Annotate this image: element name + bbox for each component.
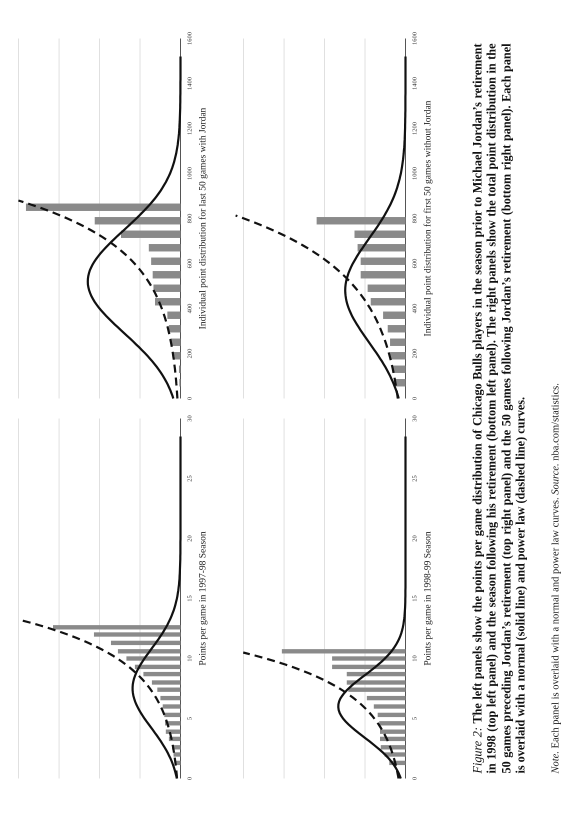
power-law-curve-line	[18, 200, 177, 398]
bar	[25, 203, 180, 210]
x-tick-label: 1200	[186, 121, 193, 135]
bar	[281, 649, 405, 653]
bar	[152, 271, 180, 278]
x-tick-label: 5	[411, 716, 418, 720]
bar	[383, 311, 405, 318]
x-tick-label: 0	[186, 776, 193, 780]
x-tick-label: 0	[411, 396, 418, 400]
bar	[380, 729, 406, 733]
x-tick-label: 30	[411, 414, 418, 422]
x-tick-label: 5	[186, 716, 193, 720]
x-tick-label: 1600	[186, 31, 193, 45]
bar	[160, 695, 180, 699]
bar	[380, 736, 406, 740]
chart-panel-1	[18, 415, 208, 780]
bar	[379, 721, 405, 725]
bar	[332, 664, 405, 668]
bar	[316, 217, 405, 224]
x-tick-label: 10	[186, 654, 193, 662]
figure-note	[550, 43, 561, 773]
x-tick-label: 20	[186, 534, 193, 542]
x-axis-title: Individual point distribution for first 50 games without Jordan	[423, 100, 433, 336]
normal-curve-line	[338, 436, 405, 778]
bar	[367, 284, 405, 291]
x-axis-title: Individual point distribution for last 50 games with Jordan	[198, 107, 208, 329]
bar	[179, 379, 180, 386]
bar	[168, 325, 180, 332]
bar	[93, 632, 180, 636]
x-tick-label: 15	[411, 594, 418, 602]
figure-label: Figure 2:	[470, 726, 484, 773]
x-tick-label: 800	[411, 213, 418, 223]
bar	[390, 338, 405, 345]
x-tick-label: 1000	[411, 166, 418, 180]
x-tick-label: 0	[186, 396, 193, 400]
bar	[165, 729, 180, 733]
bar	[373, 704, 405, 708]
power-law-curve-line	[243, 652, 398, 778]
normal-curve-line	[87, 56, 180, 398]
x-tick-label: 15	[186, 594, 193, 602]
x-tick-label: 600	[186, 258, 193, 268]
bar	[390, 352, 405, 359]
source-label: Source.	[550, 462, 561, 495]
bar	[387, 325, 405, 332]
power-law-curve-line	[235, 215, 397, 398]
bar	[151, 257, 180, 264]
bar	[346, 671, 405, 675]
bar	[53, 625, 181, 629]
bar	[178, 365, 180, 372]
x-tick-label: 25	[411, 474, 418, 482]
x-tick-label: 0	[411, 776, 418, 780]
chart-panel-3	[243, 415, 433, 780]
bar	[380, 745, 405, 749]
bar	[167, 311, 180, 318]
caption-text: The left panels show the points per game distribution of Chicago Bulls players in the season prior to Michael Jordan’s retirement in 1998 (top left panel) and the season following his retirement (bottom left panel). The right panels show the total point distribution in the 50 games preceding Jordan’s retirement (top right panel) and the 50 games following Jordan’s retirement (bottom right panel). Each panel is overlaid with a normal (solid line) and power law (dashed line) curves.	[470, 42, 527, 773]
note-label: Note.	[550, 750, 561, 773]
bar	[155, 298, 181, 305]
bar	[126, 656, 180, 660]
bar	[151, 680, 180, 684]
normal-curve-line	[345, 56, 405, 398]
chart-panel-4	[235, 32, 433, 400]
x-axis-title: Points per game in 1998-99 Season	[423, 530, 433, 666]
bar	[121, 230, 181, 237]
bar	[370, 298, 405, 305]
bar	[162, 704, 180, 708]
bar	[164, 712, 180, 716]
x-tick-label: 20	[411, 534, 418, 542]
figure-caption	[470, 43, 527, 773]
source-text: nba.com/statistics.	[550, 382, 561, 461]
chart-panel-2	[18, 32, 208, 400]
bar	[148, 244, 180, 251]
x-tick-label: 1200	[411, 121, 418, 135]
bar	[366, 695, 405, 699]
x-tick-label: 25	[186, 474, 193, 482]
bar	[110, 640, 180, 644]
x-axis-title: Points per game in 1997-98 Season	[198, 530, 208, 666]
bar	[143, 671, 180, 675]
bar	[377, 712, 405, 716]
bar	[157, 687, 180, 691]
normal-curve-line	[132, 436, 180, 778]
bar	[360, 271, 405, 278]
x-tick-label: 1600	[411, 31, 418, 45]
x-tick-label: 1400	[411, 76, 418, 90]
bar	[348, 687, 405, 691]
x-tick-label: 1000	[186, 166, 193, 180]
x-tick-label: 30	[186, 414, 193, 422]
bar	[153, 284, 180, 291]
x-tick-label: 200	[411, 348, 418, 358]
x-tick-label: 400	[186, 303, 193, 313]
x-tick-label: 400	[411, 303, 418, 313]
note-text: Each panel is overlaid with a normal and power law curves.	[550, 496, 561, 748]
x-tick-label: 600	[411, 258, 418, 268]
x-tick-label: 10	[411, 654, 418, 662]
bar	[332, 656, 405, 660]
bar	[360, 257, 405, 264]
x-tick-label: 200	[186, 348, 193, 358]
bar	[354, 230, 405, 237]
x-tick-label: 1400	[186, 76, 193, 90]
x-tick-label: 800	[186, 213, 193, 223]
